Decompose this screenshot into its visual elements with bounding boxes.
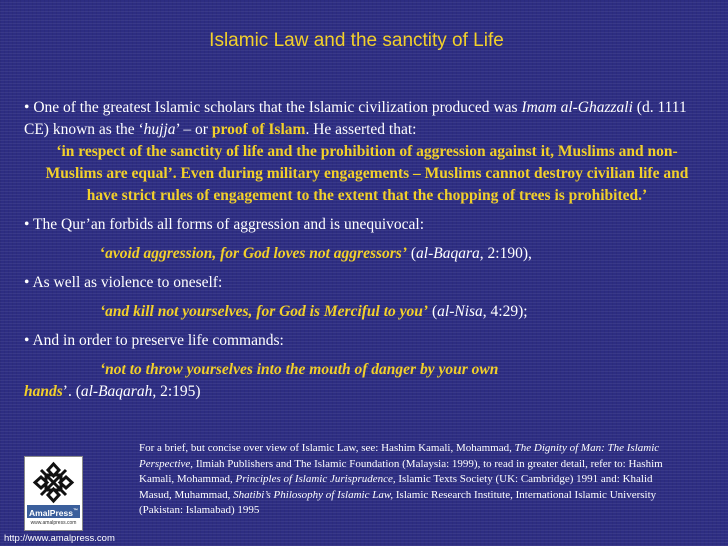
logo-brand-name: [27, 505, 80, 518]
text-proof-of-islam: proof of Islam: [211, 121, 306, 138]
source-ref: , 2:190),: [479, 245, 532, 262]
text-imam: Imam al-Ghazzali: [521, 99, 633, 116]
bullet-ghazzali: [24, 97, 704, 141]
source-open: (: [407, 245, 417, 262]
quote-text-hands: hands: [24, 383, 63, 400]
text-date: (d. 1111 CE) known as the ‘: [24, 99, 687, 138]
quote-text: avoid aggression, for God loves not aggressors’: [105, 245, 407, 262]
quote-baqara-190: [24, 243, 704, 265]
ghazzali-quote: ‘in respect of the sanctity of life and the prohibition of aggression against it, Muslims and non-Muslims are equal’. Even during military engagements – Muslims cannot destroy civilian life and have strict rules of engagement to the extent that the chopping of trees is prohibited.’: [45, 143, 689, 204]
ref-title-1: The Dignity of Man: The Islamic Perspective,: [139, 442, 660, 470]
bullet-text: The Qur’an forbids all forms of aggression and is unequivocal:: [29, 216, 425, 233]
quote-text: ‘not to throw yourselves into the mouth of danger by your own: [100, 361, 499, 378]
text-asserted: . He asserted that:: [305, 121, 417, 138]
source-name: al-Nisa: [437, 303, 483, 320]
quote-open: ‘: [100, 245, 106, 262]
amalpress-logo: [24, 456, 83, 531]
ref-2: Ilmiah Publishers and The Islamic Foundation (Malaysia: 1999), to read in greater detail, refer to: Hashim Kamali, Mohammad,: [139, 457, 663, 485]
quote-close: ’. (: [62, 383, 81, 400]
quote-nisa-29: [24, 301, 704, 323]
bullet-violence: [24, 272, 704, 294]
source-open: (: [428, 303, 438, 320]
bullet-preserve: [24, 330, 704, 352]
quote-text: ‘and kill not yourselves, for God is Merciful to you’: [100, 303, 429, 320]
ref-title-3: Shatibi’s Philosophy of Islamic Law,: [233, 488, 394, 501]
reference-note: [139, 441, 684, 519]
source-ref: , 2:195): [152, 383, 201, 400]
bullet-marker: •: [24, 274, 30, 291]
source-ref: , 4:29);: [482, 303, 528, 320]
footer-url-link[interactable]: http://www.amalpress.com: [4, 533, 115, 544]
bullet-marker: •: [24, 99, 30, 116]
logo-tm: ™: [72, 508, 78, 514]
source-name: al-Baqara: [416, 245, 480, 262]
slide-title: Islamic Law and the sanctity of Life: [209, 30, 504, 51]
knot-logo-icon: [32, 461, 75, 504]
text-hujja: hujja: [143, 121, 176, 138]
text-lead: One of the greatest Islamic scholars that the Islamic civilization produced was: [29, 99, 522, 116]
quote-baqarah-195: [24, 359, 704, 381]
logo-url: www.amalpress.com: [30, 520, 77, 526]
ref-3: Islamic Texts Society (UK: Cambridge) 1991 and: Khalid Masud, Muhammad,: [139, 473, 653, 501]
bullet-text: As well as violence to oneself:: [29, 274, 223, 291]
bullet-marker: •: [24, 216, 30, 233]
bullet-marker: •: [24, 332, 30, 349]
ref-1: For a brief, but concise over view of Islamic Law, see: Hashim Kamali, Mohammad,: [139, 442, 515, 454]
slide-body: [24, 97, 704, 403]
text-or: ’ – or: [175, 121, 212, 138]
source-name: al-Baqarah: [80, 383, 153, 400]
bullet-quran: [24, 214, 704, 236]
ref-title-2: Principles of Islamic Jurisprudence,: [235, 473, 396, 485]
ref-4: Islamic Research Institute, International Islamic University (Pakistan: Islamabad) 1995: [139, 488, 657, 516]
quote-baqarah-195-cont: [24, 381, 704, 403]
logo-name-text: AmalPress: [29, 507, 73, 518]
bullet-text: And in order to preserve life commands:: [29, 332, 284, 349]
